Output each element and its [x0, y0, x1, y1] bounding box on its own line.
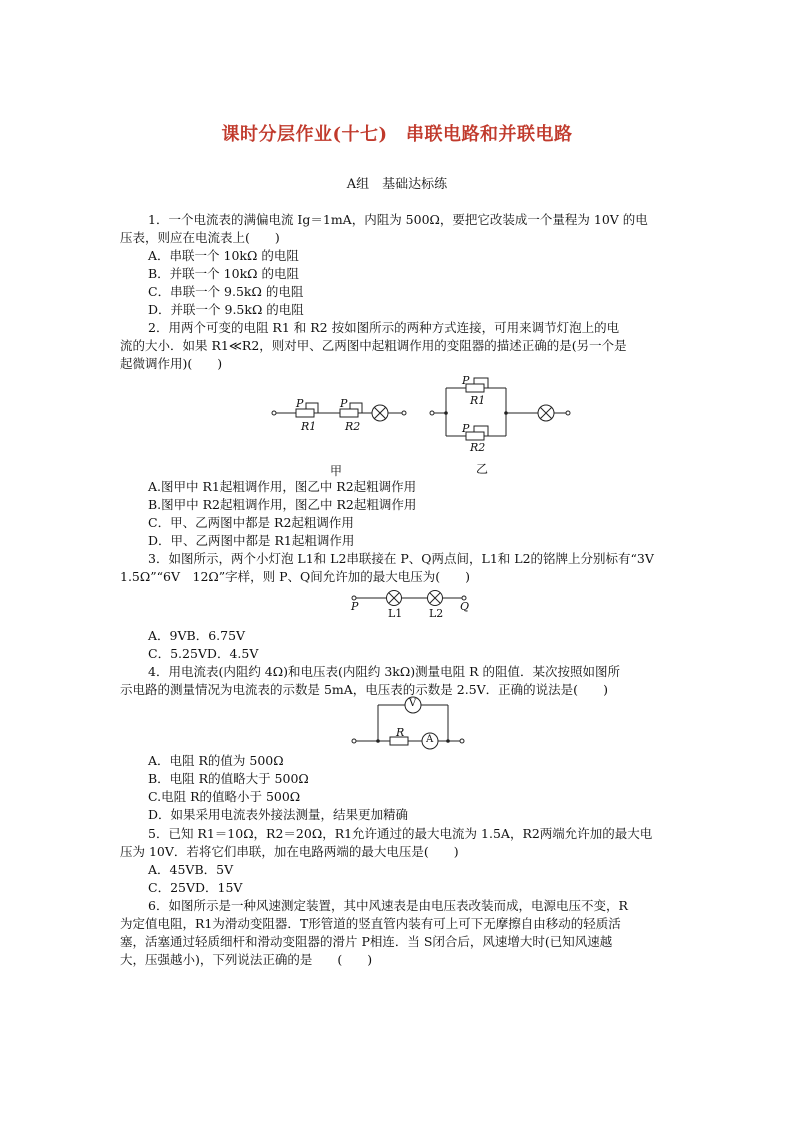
- q2-option-a: A.图甲中 R1起粗调作用，图乙中 R2起粗调作用: [148, 479, 417, 494]
- q4-voltmeter-label: V: [409, 698, 417, 709]
- q4-label-r: R: [396, 726, 405, 739]
- q3-options-ab: A．9VB．6.75V: [148, 628, 246, 643]
- figure-caption-yi: 乙: [476, 462, 489, 476]
- q5-options-cd: C．25VD．15V: [148, 880, 243, 895]
- q5-options-ab: A．45VB．5V: [148, 862, 234, 877]
- q2-option-d: D．甲、乙两图中都是 R1起粗调作用: [148, 533, 355, 548]
- q1-option-b: B．并联一个 10kΩ 的电阻: [148, 266, 299, 281]
- circuit-figure-yi: [428, 378, 573, 440]
- section-heading: A组 基础达标练: [346, 177, 448, 192]
- q4-option-b: B．电阻 R的值略大于 500Ω: [148, 771, 309, 786]
- q3-label-p: P: [351, 600, 359, 613]
- q1-option-c: C．串联一个 9.5kΩ 的电阻: [148, 284, 304, 299]
- q4-stem-line1: 4．用电流表(内阻约 4Ω)和电压表(内阻约 3kΩ)测量电阻 R 的阻值．某次按照如图所: [148, 664, 620, 679]
- q1-stem-line2: 压表，则应在电流表上( ): [120, 230, 280, 245]
- circuit-figure-q3: [350, 590, 470, 610]
- q6-stem-line4: 大，压强越小)，下列说法正确的是 ( ): [120, 952, 373, 967]
- q1-option-a: A．串联一个 10kΩ 的电阻: [148, 248, 299, 263]
- q4-ammeter-label: A: [426, 734, 434, 745]
- q2-stem-line2: 流的大小．如果 R1≪R2，则对甲、乙两图中起粗调作用的变阻器的描述正确的是(另一个是: [120, 338, 627, 353]
- q6-stem-line3: 塞，活塞通过轻质细杆和滑动变阻器的滑片 P相连．当 S闭合后，风速增大时(已知风速越: [120, 934, 613, 949]
- q1-option-d: D．并联一个 9.5kΩ 的电阻: [148, 302, 304, 317]
- q3-label-l2: L2: [429, 607, 444, 620]
- q4-option-c: C.电阻 R的值略小于 500Ω: [148, 789, 301, 804]
- q2-option-b: B.图甲中 R2起粗调作用，图乙中 R2起粗调作用: [148, 497, 417, 512]
- q4-stem-line2: 示电路的测量情况为电流表的示数是 5mA，电压表的示数是 2.5V．正确的说法是( ): [120, 682, 608, 697]
- yi-label-r1: R1: [470, 394, 486, 407]
- q4-option-d: D．如果采用电流表外接法测量，结果更加精确: [148, 807, 409, 822]
- q3-stem-line1: 3．如图所示，两个小灯泡 L1和 L2串联接在 P、Q两点间，L1和 L2的铭牌上分别标有“3V: [148, 551, 654, 566]
- q6-stem-line2: 为定值电阻，R1为滑动变阻器．T形管道的竖直管内装有可上可下无摩擦自由移动的轻质活: [120, 916, 621, 931]
- q3-label-q: Q: [460, 600, 470, 613]
- yi-label-r2: R2: [470, 441, 486, 454]
- q6-stem-line1: 6．如图所示是一种风速测定装置，其中风速表是由电压表改装而成，电源电压不变，R: [148, 898, 628, 913]
- jia-label-r2: R2: [345, 420, 361, 433]
- q5-stem-line1: 5．已知 R1＝10Ω，R2＝20Ω，R1允许通过的最大电流为 1.5A，R2两端允许加的最大电: [148, 826, 653, 841]
- page-title: 课时分层作业(十七) 串联电路和并联电路: [221, 124, 573, 145]
- jia-label-p2: P: [340, 397, 348, 410]
- yi-label-p2: P: [462, 422, 470, 435]
- q4-option-a: A．电阻 R的值为 500Ω: [148, 753, 284, 768]
- q3-label-l1: L1: [388, 607, 403, 620]
- q3-options-cd: C．5.25VD．4.5V: [148, 646, 259, 661]
- q5-stem-line2: 压为 10V．若将它们串联，加在电路两端的最大电压是( ): [120, 844, 459, 859]
- q3-stem-line2: 1.5Ω”“6V 12Ω”字样，则 P、Q间允许加的最大电压为( ): [120, 569, 471, 584]
- q2-stem-line3: 起微调作用)( ): [120, 356, 223, 371]
- jia-label-p1: P: [296, 397, 304, 410]
- q1-stem-line1: 1．一个电流表的满偏电流 Ig＝1mA，内阻为 500Ω，要把它改装成一个量程为 10V 的电: [148, 212, 648, 227]
- jia-label-r1: R1: [301, 420, 317, 433]
- q2-option-c: C．甲、乙两图中都是 R2起粗调作用: [148, 515, 354, 530]
- yi-label-p1: P: [462, 374, 470, 387]
- q2-stem-line1: 2．用两个可变的电阻 R1 和 R2 按如图所示的两种方式连接，可用来调节灯泡上的电: [148, 320, 620, 335]
- figure-caption-jia: 甲: [330, 464, 343, 478]
